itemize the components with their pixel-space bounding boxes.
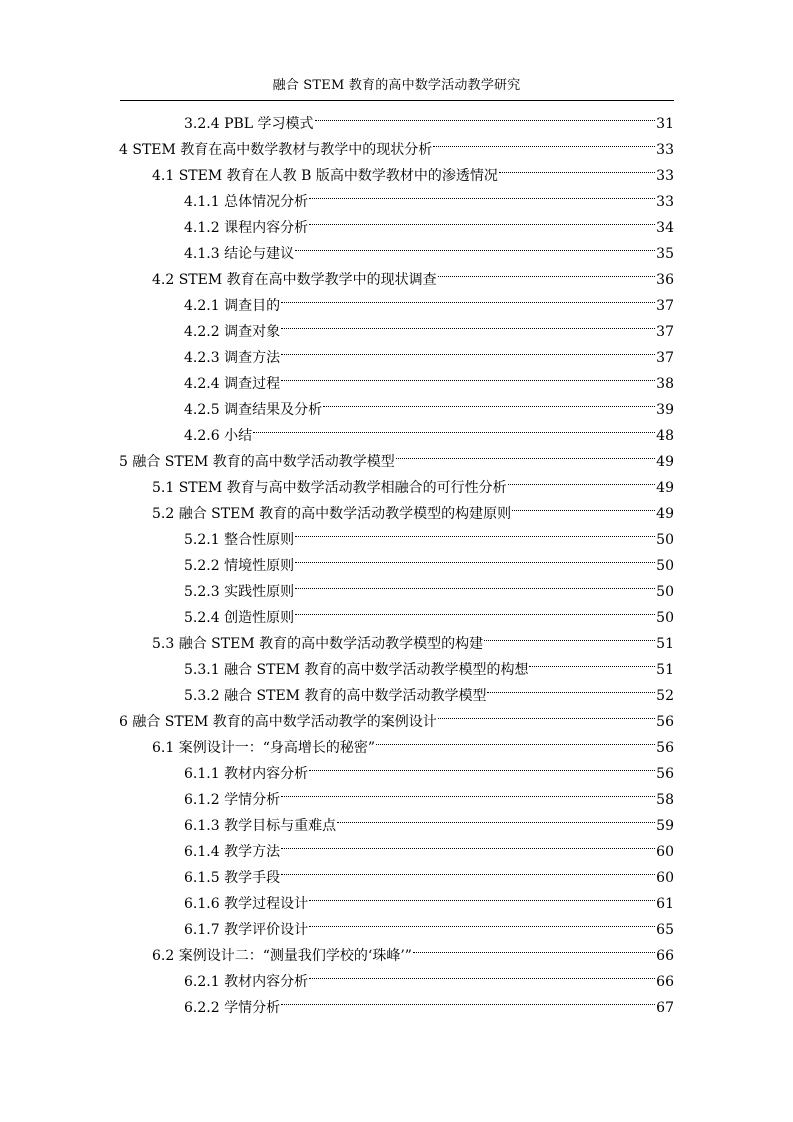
- toc-entry[interactable]: [119, 440, 674, 470]
- toc-entry-title: 4.1 STEM 教育在人教 B 版高中数学教材中的渗透情况: [152, 168, 498, 184]
- toc-dot-leader: [309, 206, 655, 232]
- toc-dot-leader: [323, 388, 655, 414]
- toc-entry-title: 5.2.2 情境性原则: [184, 558, 295, 574]
- toc-entry[interactable]: [119, 128, 674, 158]
- toc-entry[interactable]: [184, 908, 674, 938]
- toc-entry[interactable]: [184, 674, 674, 704]
- toc-entry-title: 5.1 STEM 教育与高中数学活动教学相融合的可行性分析: [152, 480, 507, 496]
- toc-dot-leader: [281, 778, 655, 804]
- toc-dot-leader: [337, 804, 655, 830]
- toc-entry-title: 5.2.1 整合性原则: [184, 532, 295, 548]
- toc-entry[interactable]: [152, 466, 674, 496]
- toc-entry-title: 5.2 融合 STEM 教育的高中数学活动教学模型的构建原则: [152, 506, 512, 522]
- toc-dot-leader: [433, 128, 655, 154]
- toc-entry-page-number: 37: [656, 350, 674, 366]
- toc-entry-title: 4 STEM 教育在高中数学教材与教学中的现状分析: [119, 142, 433, 158]
- toc-dot-leader: [309, 882, 655, 908]
- toc-entry[interactable]: [184, 206, 674, 236]
- toc-dot-leader: [396, 440, 655, 466]
- toc-entry[interactable]: [184, 960, 674, 990]
- toc-entry-page-number: 49: [656, 506, 674, 522]
- toc-dot-leader: [499, 154, 655, 180]
- toc-dot-leader: [281, 284, 655, 310]
- toc-entry[interactable]: [152, 726, 674, 756]
- toc-dot-leader: [508, 466, 656, 492]
- toc-entry-title: 6.2.2 学情分析: [184, 1000, 281, 1016]
- toc-entry-title: 4.1.2 课程内容分析: [184, 220, 309, 236]
- toc-entry-page-number: 35: [656, 246, 674, 262]
- toc-entry-title: 4.2.1 调查目的: [184, 298, 281, 314]
- toc-entry[interactable]: [184, 232, 674, 262]
- toc-dot-leader: [309, 752, 655, 778]
- toc-entry-title: 6.1.7 教学评价设计: [184, 922, 309, 938]
- toc-dot-leader: [438, 700, 655, 726]
- toc-entry[interactable]: [184, 648, 674, 678]
- toc-entry-page-number: 37: [656, 298, 674, 314]
- toc-dot-leader: [413, 934, 655, 960]
- toc-entry-title: 6.1.1 教材内容分析: [184, 766, 309, 782]
- toc-dot-leader: [281, 310, 655, 336]
- toc-entry-title: 6.1.6 教学过程设计: [184, 896, 309, 912]
- toc-entry-title: 6.2.1 教材内容分析: [184, 974, 309, 990]
- toc-entry-page-number: 50: [656, 610, 674, 626]
- toc-entry-page-number: 60: [656, 870, 674, 886]
- toc-entry-page-number: 56: [656, 766, 674, 782]
- toc-dot-leader: [315, 102, 656, 128]
- toc-entry[interactable]: [184, 180, 674, 210]
- toc-entry-title: 4.1.3 结论与建议: [184, 246, 295, 262]
- toc-entry-title: 5 融合 STEM 教育的高中数学活动教学模型: [119, 454, 395, 470]
- toc-entry[interactable]: [184, 804, 674, 834]
- toc-entry-page-number: 33: [656, 168, 674, 184]
- toc-entry[interactable]: [152, 258, 674, 288]
- toc-dot-leader: [295, 232, 655, 258]
- toc-entry[interactable]: [184, 596, 674, 626]
- header-rule: [120, 100, 674, 101]
- toc-entry-title: 3.2.4 PBL 学习模式: [184, 116, 314, 132]
- toc-entry-page-number: 66: [656, 948, 674, 964]
- toc-entry-page-number: 61: [656, 896, 674, 912]
- toc-entry-title: 6.2 案例设计二：“测量我们学校的‘珠峰’”: [152, 948, 412, 964]
- toc-dot-leader: [376, 726, 655, 752]
- toc-dot-leader: [438, 258, 656, 284]
- toc-dot-leader: [295, 544, 655, 570]
- toc-entry[interactable]: [184, 284, 674, 314]
- toc-entry-page-number: 38: [656, 376, 674, 392]
- toc-entry-page-number: 51: [656, 662, 674, 678]
- toc-entry[interactable]: [184, 752, 674, 782]
- toc-entry-page-number: 49: [656, 454, 674, 470]
- toc-dot-leader: [309, 180, 655, 206]
- toc-entry-page-number: 34: [656, 220, 674, 236]
- toc-entry-page-number: 50: [656, 532, 674, 548]
- toc-entry-title: 6.1.2 学情分析: [184, 792, 281, 808]
- toc-entry-title: 6.1.5 教学手段: [184, 870, 281, 886]
- toc-entry[interactable]: [184, 336, 674, 366]
- toc-entry-page-number: 33: [656, 194, 674, 210]
- toc-dot-leader: [295, 518, 655, 544]
- toc-dot-leader: [529, 648, 655, 674]
- toc-entry[interactable]: [184, 414, 674, 444]
- toc-dot-leader: [281, 336, 655, 362]
- toc-entry-title: 6.1.4 教学方法: [184, 844, 281, 860]
- toc-entry[interactable]: [184, 544, 674, 574]
- toc-entry-title: 6.1 案例设计一：“身高增长的秘密”: [152, 740, 376, 756]
- toc-dot-leader: [253, 414, 655, 440]
- toc-entry-title: 4.2.2 调查对象: [184, 324, 281, 340]
- toc-entry-page-number: 49: [656, 480, 674, 496]
- toc-entry[interactable]: [184, 986, 674, 1016]
- toc-dot-leader: [295, 596, 655, 622]
- toc-entry-page-number: 66: [656, 974, 674, 990]
- toc-dot-leader: [484, 622, 655, 648]
- toc-entry-page-number: 50: [656, 558, 674, 574]
- toc-entry-page-number: 65: [656, 922, 674, 938]
- toc-entry-page-number: 60: [656, 844, 674, 860]
- toc-entry-title: 6.1.3 教学目标与重难点: [184, 818, 337, 834]
- toc-entry[interactable]: [184, 310, 674, 340]
- toc-entry-page-number: 50: [656, 584, 674, 600]
- toc-entry-title: 5.3.2 融合 STEM 教育的高中数学活动教学模型: [184, 688, 487, 704]
- toc-dot-leader: [295, 570, 655, 596]
- toc-dot-leader: [309, 908, 655, 934]
- toc-entry-page-number: 48: [656, 428, 674, 444]
- toc-entry-title: 5.2.4 创造性原则: [184, 610, 295, 626]
- toc-entry-title: 4.2.6 小结: [184, 428, 253, 444]
- toc-entry[interactable]: [184, 388, 674, 418]
- toc-entry[interactable]: [184, 830, 674, 860]
- toc-entry-title: 4.2 STEM 教育在高中数学教学中的现状调查: [152, 272, 437, 288]
- toc-entry-title: 5.3 融合 STEM 教育的高中数学活动教学模型的构建: [152, 636, 484, 652]
- toc-entry-page-number: 58: [656, 792, 674, 808]
- toc-entry-title: 5.2.3 实践性原则: [184, 584, 295, 600]
- toc-dot-leader: [281, 856, 655, 882]
- toc-entry-title: 6 融合 STEM 教育的高中数学活动教学的案例设计: [119, 714, 437, 730]
- toc-entry[interactable]: [184, 362, 674, 392]
- toc-entry-page-number: 67: [656, 1000, 674, 1016]
- toc-entry-page-number: 52: [656, 688, 674, 704]
- toc-entry-page-number: 36: [656, 272, 674, 288]
- toc-entry[interactable]: [152, 934, 674, 964]
- toc-entry-page-number: 56: [656, 714, 674, 730]
- toc-entry-page-number: 51: [656, 636, 674, 652]
- toc-entry-title: 4.1.1 总体情况分析: [184, 194, 309, 210]
- toc-entry-title: 4.2.3 调查方法: [184, 350, 281, 366]
- toc-dot-leader: [309, 960, 655, 986]
- toc-entry-page-number: 39: [656, 402, 674, 418]
- toc-entry[interactable]: [184, 856, 674, 886]
- toc-entry[interactable]: [184, 570, 674, 600]
- toc-entry-page-number: 31: [656, 116, 674, 132]
- running-header: 融合 STEM 教育的高中数学活动教学研究: [272, 78, 521, 93]
- toc-entry[interactable]: [152, 492, 674, 522]
- toc-dot-leader: [512, 492, 655, 518]
- toc-dot-leader: [281, 830, 655, 856]
- toc-entry[interactable]: [184, 102, 674, 132]
- toc-dot-leader: [487, 674, 655, 700]
- toc-entry[interactable]: [152, 154, 674, 184]
- toc-entry-title: 4.2.5 调查结果及分析: [184, 402, 323, 418]
- toc-entry-page-number: 59: [656, 818, 674, 834]
- toc-entry-page-number: 56: [656, 740, 674, 756]
- toc-entry-page-number: 37: [656, 324, 674, 340]
- toc-dot-leader: [281, 986, 655, 1012]
- toc-entry[interactable]: [119, 700, 674, 730]
- toc-entry-page-number: 33: [656, 142, 674, 158]
- toc-entry[interactable]: [152, 622, 674, 652]
- toc-entry-title: 4.2.4 调查过程: [184, 376, 281, 392]
- toc-dot-leader: [281, 362, 655, 388]
- toc-entry[interactable]: [184, 882, 674, 912]
- toc-entry[interactable]: [184, 778, 674, 808]
- toc-entry-title: 5.3.1 融合 STEM 教育的高中数学活动教学模型的构想: [184, 662, 529, 678]
- toc-entry[interactable]: [184, 518, 674, 548]
